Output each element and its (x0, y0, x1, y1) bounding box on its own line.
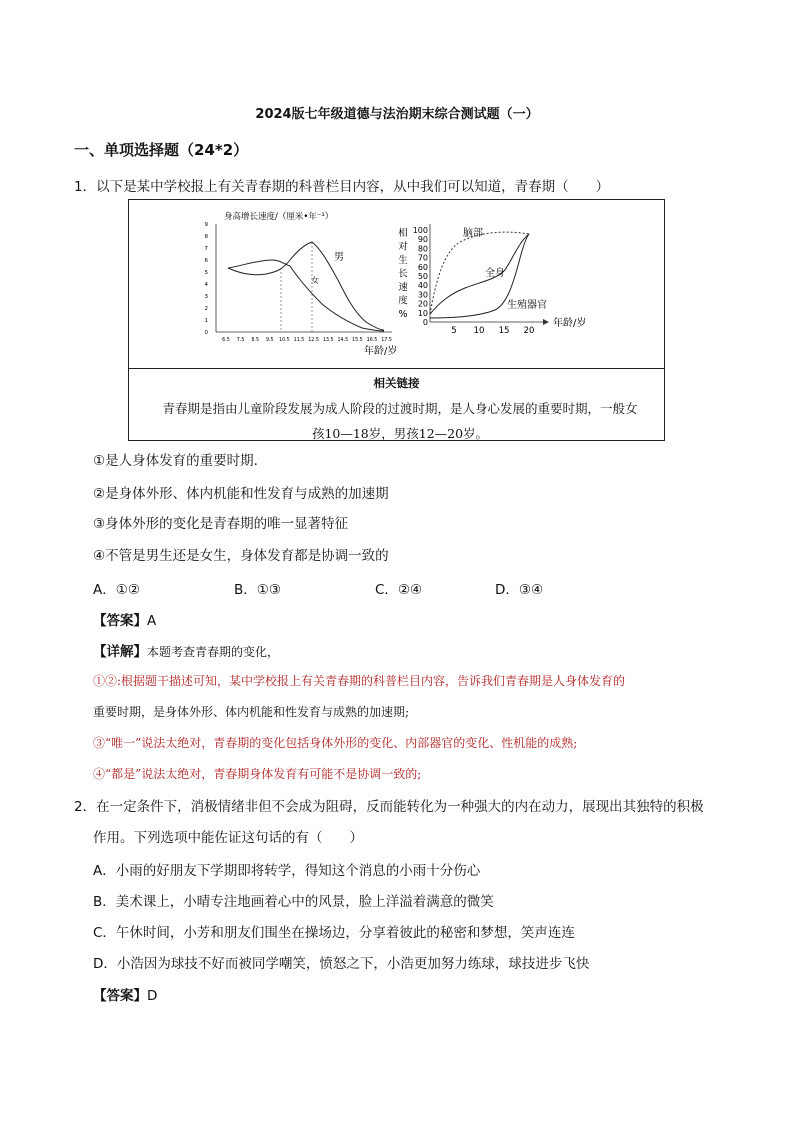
related-link-text (150, 396, 650, 446)
related-link-line-2: 孩10—18岁，男孩12—20岁。 (311, 426, 489, 441)
chart1-girl-label: 女 (311, 276, 319, 285)
q1-detail-line-4: ④“都是”说法太绝对，青春期身体发育有可能不是协调一致的; (93, 767, 422, 781)
q2-answer-value: D (147, 988, 158, 1004)
chart2-brain-label: 脑部 (463, 228, 483, 239)
chart1-y-tick-7: 7 (204, 246, 208, 252)
chart2-ylabel-char-2: 对 (398, 241, 408, 253)
q1-detail-line-1: ①②:根据题干描述可知，某中学校报上有关青春期的科普栏目内容，告诉我们青春期是人身体发育的 (93, 674, 626, 688)
chart1-girl-curve (228, 260, 384, 331)
q1-answer-value: A (147, 613, 157, 629)
chart1-y-tick-8: 8 (204, 234, 208, 240)
chart2-y-tick-90: 90 (417, 235, 428, 245)
q1-option-c[interactable]: C．②④ (375, 582, 423, 598)
chart1-x-tick-17.5: 17.5 (381, 338, 392, 343)
chart1-boy-label: 男 (334, 252, 344, 263)
related-link-line-1: 青春期是指由儿童阶段发展为成人阶段的过渡时期，是人身心发展的重要时期，一般女 (162, 401, 638, 416)
chart2-ylabel-char-1: 相 (398, 228, 408, 239)
chart1-xlabel: 年龄/岁 (364, 346, 398, 357)
figure-divider (128, 368, 665, 369)
chart2-ylabel-char-5: 速 (398, 282, 408, 293)
chart1-y-tick-9: 9 (204, 222, 208, 228)
chart1-x-tick-12.5: 12.5 (308, 338, 319, 343)
chart1-x-tick-8.5: 8.5 (251, 338, 260, 343)
q2-option-d[interactable]: D．小浩因为球技不好而被同学嘲笑，愤怒之下，小浩更加努力练球，球技进步飞快 (93, 956, 590, 972)
chart2-x-tick-15: 15 (498, 326, 510, 336)
chart2-ylabel-char-3: 生 (398, 255, 408, 266)
q1-detail-header (93, 640, 279, 660)
chart1-y-tick-4: 4 (204, 282, 208, 288)
chart1-x-tick-15.5: 15.5 (352, 338, 363, 343)
q1-option-a[interactable]: A．①② (93, 582, 140, 598)
q1-detail-label: 【详解】 (93, 644, 147, 660)
q2-answer-label: 【答案】 (93, 988, 147, 1004)
q1-answer-label: 【答案】 (93, 613, 147, 629)
chart1-x-tick-14.5: 14.5 (337, 338, 349, 343)
chart2-y-tick-20: 20 (417, 299, 428, 309)
height-growth-chart (196, 204, 416, 362)
q2-answer (93, 984, 157, 1004)
chart1-x-tick-11.5: 11.5 (293, 338, 305, 343)
chart1-y-tick-5: 5 (204, 270, 208, 276)
chart2-x-tick-20: 20 (523, 326, 535, 336)
q1-stem: 1．以下是某中学校报上有关青春期的科普栏目内容，从中我们可以知道，青春期（ ） (74, 179, 610, 195)
section-heading: 一、单项选择题（24*2） (74, 141, 249, 159)
chart2-x-tick-5: 5 (451, 326, 457, 336)
chart1-y-tick-0: 0 (204, 330, 208, 336)
q1-detail-line-3: ③“唯一”说法太绝对，青春期的变化包括身体外形的变化、内部器官的变化、性机能的成熟; (93, 736, 578, 750)
q1-option-d[interactable]: D．③④ (495, 582, 544, 598)
chart2-reproductive-label: 生殖器官 (507, 300, 547, 311)
chart2-y-tick-50: 50 (417, 272, 428, 281)
chart1-y-tick-6: 6 (204, 258, 208, 264)
chart1-x-tick-13.5: 13.5 (322, 338, 334, 343)
chart2-body-label: 全身 (485, 268, 505, 279)
chart2-y-tick-70: 70 (417, 253, 428, 263)
q2-stem-line-1: 2．在一定条件下，消极情绪非但不会成为阻碍，反而能转化为一种强大的内在动力，展现出其独特的积极 (74, 799, 704, 815)
chart2-y-tick-100: 100 (412, 226, 428, 235)
chart1-x-tick-10.5: 10.5 (279, 338, 290, 343)
q1-statement-2: ②是身体外形、体内机能和性发育与成熟的加速期 (93, 486, 389, 502)
q1-detail-line-2: 重要时期，是身体外形、体内机能和性发育与成熟的加速期; (93, 705, 410, 719)
q2-stem-line-2: 作用。下列选项中能佐证这句话的有（ ） (93, 830, 363, 846)
relative-growth-chart (395, 214, 620, 349)
q2-option-b[interactable]: B．美术课上，小晴专注地画着心中的风景，脸上洋溢着满意的微笑 (93, 894, 494, 910)
q1-detail-intro: 本题考查青春期的变化， (147, 645, 280, 659)
chart1-x-tick-7.5: 7.5 (236, 338, 245, 343)
document-title: 2024版七年级道德与法治期末综合测试题（一） (255, 107, 539, 122)
chart1-x-tick-16.5: 16.5 (366, 338, 378, 343)
chart1-boy-curve (228, 242, 384, 330)
q2-option-c[interactable]: C．午休时间，小芳和朋友们围坐在操场边，分享着彼此的秘密和梦想，笑声连连 (93, 925, 575, 941)
chart2-y-tick-0: 0 (422, 318, 428, 327)
chart1-y-tick-2: 2 (204, 306, 208, 312)
q1-answer (93, 609, 156, 629)
chart2-ylabel-char-7: % (398, 309, 408, 320)
chart2-y-tick-80: 80 (417, 244, 428, 254)
chart2-x-arrow (543, 319, 549, 325)
q1-statement-3: ③身体外形的变化是青春期的唯一显著特征 (93, 516, 349, 532)
chart2-xlabel: 年龄/岁 (553, 318, 587, 329)
q1-option-b[interactable]: B．①③ (234, 582, 281, 598)
chart1-y-tick-3: 3 (204, 294, 208, 300)
related-link-title: 相关链接 (373, 376, 420, 390)
chart1-x-tick-6.5: 6.5 (222, 338, 230, 343)
q1-statement-4: ④不管是男生还是女生，身体发育都是协调一致的 (93, 548, 389, 564)
q2-option-a[interactable]: A．小雨的好朋友下学期即将转学，得知这个消息的小雨十分伤心 (93, 863, 481, 879)
chart2-ylabel-char-6: 度 (398, 295, 408, 307)
chart1-ylabel: 身高增长速度/（厘米•年⁻¹） (224, 212, 334, 222)
chart2-ylabel-char-4: 长 (398, 268, 408, 280)
q1-statement-1: ①是人身体发育的重要时期. (93, 453, 258, 469)
chart2-y-tick-60: 60 (417, 262, 428, 272)
chart1-x-tick-9.5: 9.5 (265, 338, 274, 343)
chart1-y-tick-1: 1 (204, 318, 208, 324)
chart2-y-tick-40: 40 (417, 281, 428, 291)
chart2-y-tick-10: 10 (417, 308, 428, 318)
chart2-y-tick-30: 30 (417, 290, 428, 300)
chart2-x-tick-10: 10 (473, 326, 485, 336)
